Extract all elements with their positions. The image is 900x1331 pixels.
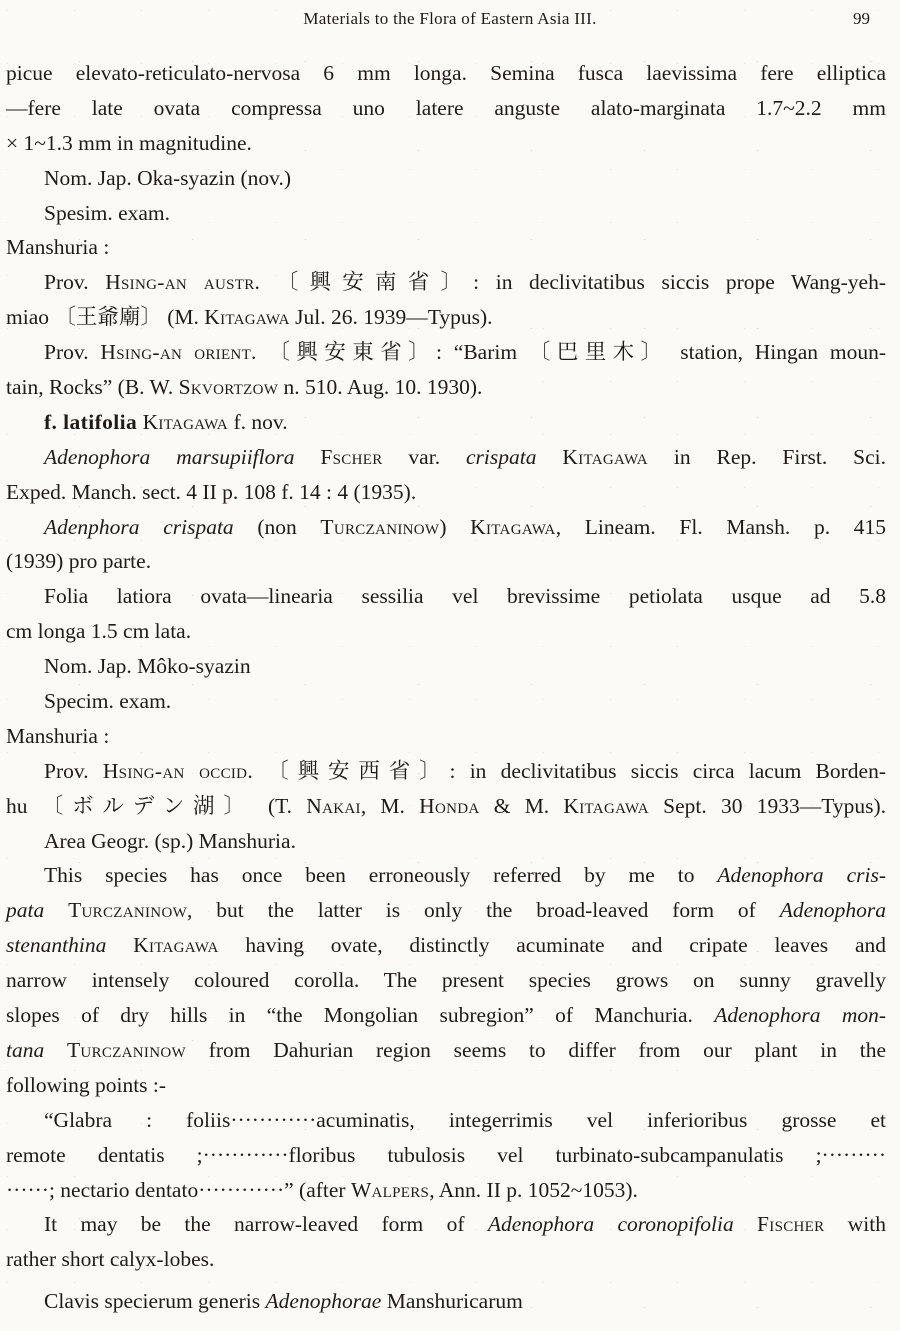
text-segment: 〔興安東省〕: “Barim 〔巴里木〕 station, Hingan moun-	[256, 340, 886, 365]
text-segment: n. 510. Aug. 10. 1930).	[278, 375, 483, 400]
text-segment: Manshuria :	[6, 235, 110, 260]
text-line	[6, 370, 886, 405]
text-line	[6, 963, 886, 998]
text-segment: × 1~1.3 mm in magnitudine.	[6, 130, 252, 155]
text-line	[6, 754, 886, 789]
text-line	[6, 91, 886, 126]
text-line	[6, 196, 886, 231]
text-line	[6, 928, 886, 963]
italic-text: Adenophora cris-	[717, 863, 886, 888]
text-segment	[44, 898, 68, 922]
text-segment: , but the latter is only the broad-leaved form of	[187, 898, 780, 923]
text-segment: rather short calyx-lobes.	[6, 1247, 215, 1272]
text-line	[6, 335, 886, 370]
small-caps-text: Skvortzow	[178, 375, 279, 400]
text-segment: Specim. exam.	[44, 689, 172, 714]
text-segment: (1939) pro parte.	[6, 549, 152, 574]
small-caps-text: Turczaninow	[320, 514, 440, 539]
text-line	[6, 1138, 886, 1173]
text-segment: This species has once been erroneously referred by me to	[44, 863, 718, 888]
text-segment: miao 〔王爺廟〕 (M.	[6, 305, 205, 330]
italic-text: stenanthina	[6, 933, 107, 958]
text-segment: Exped. Manch. sect. 4 II p. 108 f. 14 : 4 (1935).	[6, 479, 417, 504]
italic-text: Adenophora mon-	[714, 1003, 887, 1028]
text-segment: picue elevato-reticulato-nervosa 6 mm longa. Semina fusca laevissima fere elliptica	[6, 61, 886, 85]
text-line	[6, 1242, 886, 1277]
small-caps-text: Walpers	[350, 1177, 430, 1202]
small-caps-text: Turczaninow	[67, 1037, 186, 1062]
text-segment: Area Geogr. (sp.) Manshuria.	[44, 828, 296, 853]
small-caps-text: Nakai	[306, 793, 361, 818]
small-caps-text: Hsing-an occid.	[102, 758, 253, 783]
small-caps-text: Turczaninow	[68, 898, 188, 923]
italic-text: Adenophora	[779, 898, 887, 923]
italic-text: crispata	[466, 444, 537, 469]
italic-text: Adenophora coronopifolia	[487, 1212, 734, 1237]
text-segment: , M.	[360, 793, 420, 818]
text-segment: )	[439, 514, 471, 539]
text-segment: f. nov.	[228, 409, 288, 434]
text-segment: , Ann. II p. 1052~1053).	[429, 1177, 638, 1202]
text-line	[6, 1068, 886, 1103]
text-segment	[44, 1038, 67, 1062]
text-segment: ······; nectario dentato············” (after	[6, 1177, 351, 1202]
text-segment: & M.	[479, 793, 564, 818]
text-segment: “Glabra : foliis············acuminatis, integerrimis vel inferioribus grosse et	[44, 1107, 886, 1132]
text-line	[6, 998, 886, 1033]
text-segment	[106, 933, 133, 957]
text-segment: Spesim. exam.	[44, 200, 170, 225]
small-caps-text: Kitagawa	[142, 409, 229, 434]
text-segment: Nom. Jap. Oka-syazin (nov.)	[44, 165, 291, 190]
running-title: Materials to the Flora of Eastern Asia III.	[303, 9, 597, 28]
text-segment: 〔興安西省〕: in declivitatibus siccis circa lacum Borden-	[253, 758, 886, 783]
text-segment: Prov.	[44, 758, 103, 783]
italic-text: Adenphora crispata	[44, 514, 234, 539]
text-line	[6, 614, 886, 649]
text-segment: 〔興安南省〕: in declivitatibus siccis prope Wang-yeh-	[260, 270, 886, 295]
small-caps-text: Kitagawa	[562, 444, 648, 469]
text-line	[6, 300, 886, 335]
text-segment: tain, Rocks” (B. W.	[6, 375, 179, 400]
small-caps-text: Honda	[419, 793, 480, 818]
text-segment: having ovate, distinctly acuminate and cripate leaves and	[218, 933, 886, 958]
text-segment: following points :-	[6, 1072, 167, 1097]
italic-text: Adenophora marsupiiflora	[44, 444, 295, 469]
text-line	[6, 789, 886, 824]
text-line	[6, 161, 886, 196]
text-segment: narrow intensely coloured corolla. The present species grows on sunny gravelly	[6, 968, 886, 993]
italic-text: Adenophorae	[265, 1289, 382, 1314]
text-line	[6, 1207, 886, 1242]
text-segment: cm longa 1.5 cm lata.	[6, 619, 192, 644]
text-segment: Sept. 30 1933—Typus).	[648, 793, 886, 818]
text-line	[6, 230, 886, 265]
text-line	[6, 265, 886, 300]
text-segment: Manshuria :	[6, 723, 110, 748]
small-caps-text: Hsing-an orient.	[100, 340, 257, 365]
text-segment: Jul. 26. 1939—Typus).	[289, 305, 493, 330]
text-line	[6, 1103, 886, 1138]
text-line	[6, 649, 886, 684]
text-segment: var.	[382, 444, 466, 469]
small-caps-text: Fscher	[320, 444, 383, 469]
text-segment: , Lineam. Fl. Mansh. p. 415	[555, 514, 886, 539]
text-segment: in Rep. First. Sci.	[647, 444, 886, 469]
text-line	[6, 719, 886, 754]
text-line	[6, 510, 886, 545]
bold-text: f. latifolia	[44, 409, 138, 434]
text-segment: slopes of dry hills in “the Mongolian subregion” of Manchuria.	[6, 1003, 715, 1028]
text-segment: from Dahurian region seems to differ from our plant in the	[185, 1037, 886, 1062]
text-line	[6, 579, 886, 614]
text-line	[6, 1173, 886, 1208]
text-segment: Folia latiora ovata—linearia sessilia vel brevissime petiolata usque ad 5.8	[44, 584, 886, 609]
text-line	[6, 126, 886, 161]
small-caps-text: Fischer	[757, 1212, 825, 1237]
text-line	[6, 824, 886, 859]
text-segment	[734, 1212, 757, 1236]
text-line	[6, 1284, 886, 1319]
text-segment: with	[824, 1212, 886, 1237]
page-number: 99	[853, 9, 870, 28]
text-line	[6, 893, 886, 928]
text-line	[6, 405, 886, 440]
small-caps-text: Kitagawa	[563, 793, 649, 818]
text-segment: Manshuricarum	[381, 1289, 523, 1314]
small-caps-text: Kitagawa	[133, 933, 219, 958]
text-line	[6, 56, 886, 91]
text-line	[6, 684, 886, 719]
page-body	[6, 56, 886, 1319]
text-segment: hu 〔ボルデン湖〕 (T.	[6, 793, 307, 818]
small-caps-text: Kitagawa	[470, 514, 556, 539]
text-segment: remote dentatis ;············floribus tubulosis vel turbinato-subcampanulatis ;·········	[6, 1142, 886, 1167]
text-line	[6, 475, 886, 510]
text-segment	[294, 445, 320, 469]
text-segment: Nom. Jap. Môko-syazin	[44, 654, 251, 679]
text-segment	[536, 445, 562, 469]
italic-text: pata	[6, 898, 45, 923]
text-segment: Prov.	[44, 340, 101, 365]
text-segment: Prov.	[44, 270, 106, 295]
small-caps-text: Kitagawa	[204, 305, 290, 330]
text-line	[6, 440, 886, 475]
text-segment: It may be the narrow-leaved form of	[44, 1212, 488, 1237]
text-line	[6, 858, 886, 893]
text-line	[6, 544, 886, 579]
small-caps-text: Hsing-an austr.	[105, 270, 261, 295]
italic-text: tana	[6, 1037, 45, 1062]
text-segment: —fere late ovata compressa uno latere anguste alato-marginata 1.7~2.2 mm	[6, 95, 886, 120]
text-segment: (non	[233, 514, 321, 539]
text-line	[6, 1033, 886, 1068]
text-segment: Clavis specierum generis	[44, 1289, 266, 1314]
